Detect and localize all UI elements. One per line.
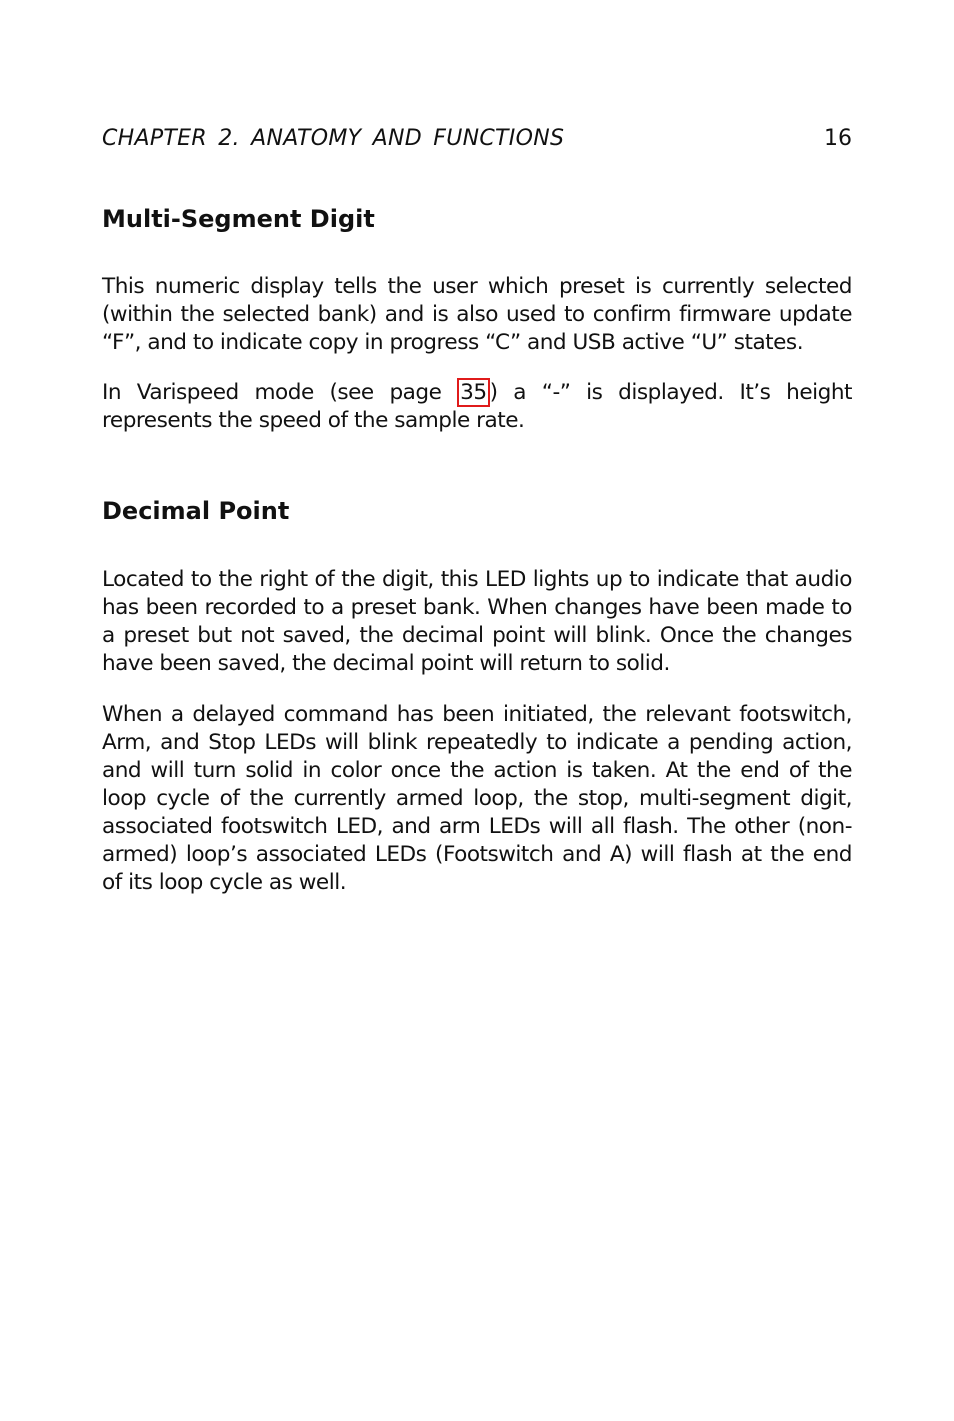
page-35-link[interactable]: 35 [457, 378, 489, 407]
section-title-decimal-point: Decimal Point [102, 497, 290, 525]
paragraph-delayed-command: When a delayed command has been initiated, the relevant footswitch, Arm, and Stop LEDs will blink repeatedly to indicate a pending action, and will turn solid in color once the action is taken. At the end of the loop cycle of the currently armed loop, the stop, multi-segment digit, associated footswitch LED, and arm LEDs will all flash. The other (non-armed) loop’s associated LEDs (Footswitch and A) will flash at the end of its loop cycle as well. [102, 702, 852, 895]
running-header [102, 124, 852, 154]
paragraph-varispeed-text-after: ) a “-” is displayed. It’s height represents the speed of the sample rate. [102, 380, 852, 433]
section-title-multi-segment-digit: Multi-Segment Digit [102, 205, 375, 233]
paragraph-varispeed [102, 379, 852, 435]
page-number: 16 [824, 126, 852, 151]
paragraph-multi-segment-display: This numeric display tells the user which preset is currently selected (within the selected bank) and is also used to confirm firmware update “F”, and to indicate copy in progress “C” and USB active “U” states. [102, 274, 852, 355]
paragraph-decimal-point-led: Located to the right of the digit, this LED lights up to indicate that audio has been recorded to a preset bank. When changes have been made to a preset but not saved, the decimal point will blink. Once the changes have been saved, the decimal point will return to solid. [102, 567, 852, 676]
chapter-title: CHAPTER 2. ANATOMY AND FUNCTIONS [102, 126, 565, 151]
paragraph-varispeed-text-before: In Varispeed mode (see page [102, 380, 458, 405]
